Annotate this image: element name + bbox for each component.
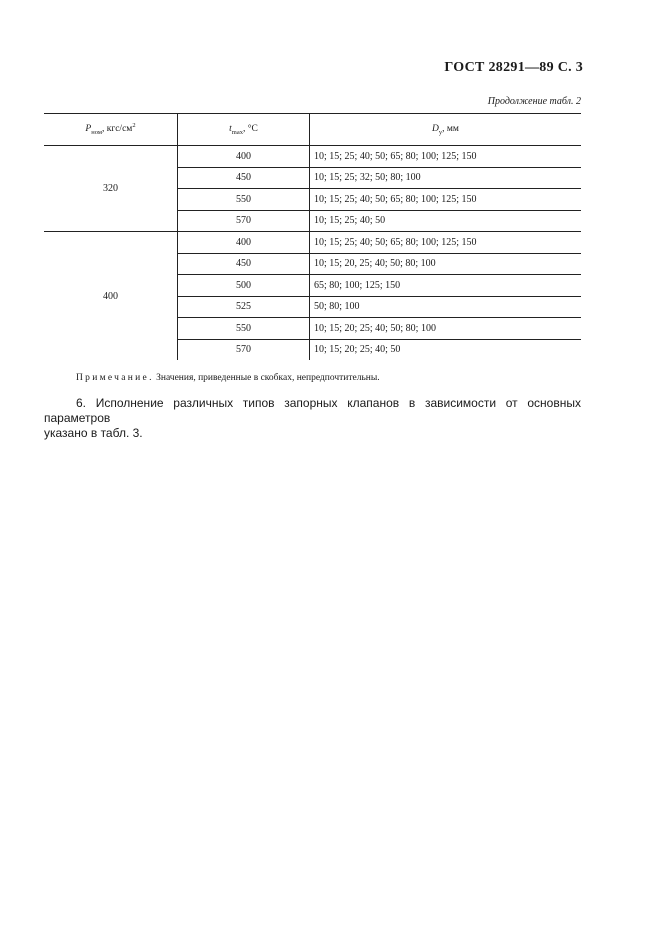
paragraph-line-2: указано в табл. 3. — [44, 426, 143, 440]
temperature-cell: 550 — [178, 318, 310, 340]
parameters-table — [44, 113, 581, 360]
diameter-cell: 65; 80; 100; 125; 150 — [310, 275, 582, 297]
table-row — [44, 146, 581, 168]
table-row — [44, 232, 581, 254]
temperature-cell: 400 — [178, 232, 310, 254]
temperature-cell: 525 — [178, 296, 310, 318]
paragraph-6 — [44, 396, 581, 441]
diameter-cell: 10; 15; 20, 25; 40; 50; 80; 100 — [310, 253, 582, 275]
table-note — [76, 373, 380, 383]
pressure-cell: 320 — [44, 146, 178, 232]
table-header-row — [44, 114, 581, 146]
header-temperature: $t_{max}$, °C — [178, 114, 310, 146]
diameter-cell: 10; 15; 25; 32; 50; 80; 100 — [310, 167, 582, 189]
paragraph-line-1: 6. Исполнение различных типов запорных клапанов в зависимости от основных параметров — [44, 396, 581, 425]
temperature-cell: 400 — [178, 146, 310, 168]
note-label: Примечание. — [76, 373, 154, 383]
temperature-cell: 500 — [178, 275, 310, 297]
header-pressure: $P_{ном}$, кгс/$см^2$ — [44, 114, 178, 146]
temperature-cell: 570 — [178, 210, 310, 232]
diameter-cell: 10; 15; 20; 25; 40; 50 — [314, 344, 401, 356]
diameter-cell: 10; 15; 25; 40; 50 — [310, 210, 582, 232]
temperature-cell: 450 — [178, 167, 310, 189]
diameter-cell: 50; 80; 100 — [310, 296, 582, 318]
diameter-cell: 10; 15; 25; 40; 50; 65; 80; 100; 125; 150 — [310, 146, 582, 168]
page-header: ГОСТ 28291—89 С. 3 — [444, 60, 583, 75]
temperature-cell: 570 — [178, 339, 310, 360]
diameter-cell: 10; 15; 20; 25; 40; 50; 80; 100 — [310, 318, 582, 340]
note-text: Значения, приведенные в скобках, непредпочтительны. — [153, 373, 380, 383]
diameter-cell: 10; 15; 25; 40; 50; 65; 80; 100; 125; 150 — [310, 232, 582, 254]
temperature-cell: 450 — [178, 253, 310, 275]
table-continuation-label: Продолжение табл. 2 — [487, 96, 581, 107]
temperature-cell: 550 — [178, 189, 310, 211]
diameter-cell: 10; 15; 25; 40; 50; 65; 80; 100; 125; 150 — [310, 189, 582, 211]
pressure-cell: 400 — [44, 232, 178, 361]
header-diameter: $D_у$, мм — [310, 114, 582, 146]
